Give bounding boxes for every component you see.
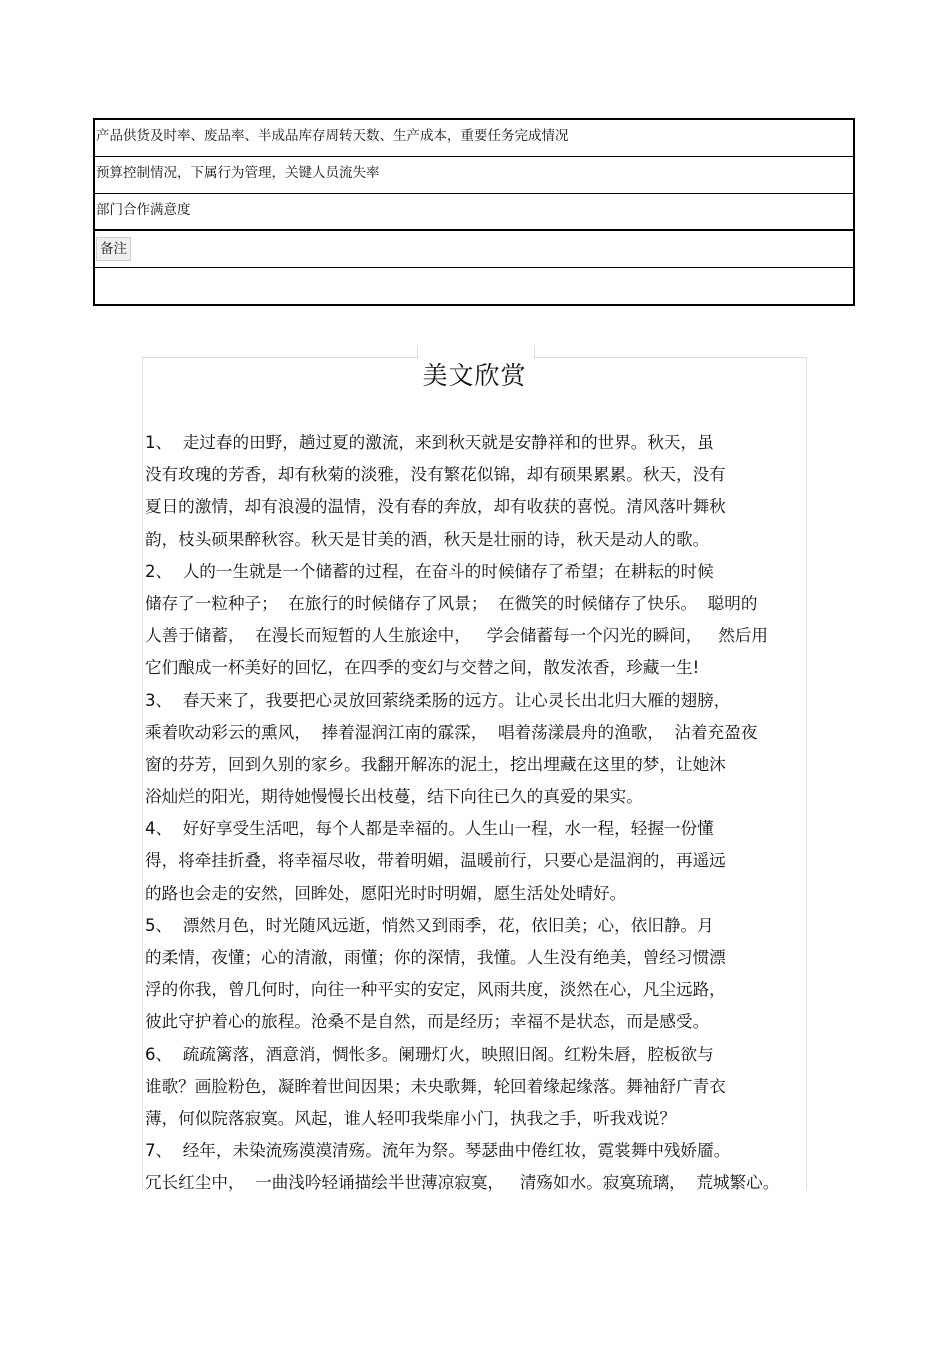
article-line: 窗的芬芳，回到久别的家乡。我翻开解冻的泥土，挖出埋藏在这里的梦，让她沐 [145,754,726,774]
article-line: 的柔情，夜懂；心的清澈，雨懂；你的深情，我懂。人生没有绝美，曾经习惯漂 [145,948,726,967]
article-line: 人善于储蓄， 在漫长而短暂的人生旅途中， 学会储蓄每一个闪光的瞬间， 然后用 [145,626,768,646]
article-body [145,427,807,1200]
article-line: 浮的你我，曾几何时，向往一种平实的安定，风雨共度，淡然在心，凡尘远路， [145,980,726,1000]
table-row-note-label [95,231,853,268]
table-row-cooperation: 部门合作满意度 [95,194,853,231]
article-line: 谁歌？画脸粉色，凝眸着世间因果；未央歌舞，轮回着缘起缘落。舞袖舒广青衣 [145,1076,726,1096]
article-line: 夏日的激情，却有浪漫的温情，没有春的奔放，却有收获的喜悦。清风落叶舞秋 [145,497,726,517]
article-line: 6、 疏疏篱落，酒意消，惆怅多。阑珊灯火，映照旧阁。红粉朱唇，腔板欲与 [145,1044,714,1064]
article-line: 彼此守护着心的旅程。沧桑不是自然，而是经历；幸福不是状态，而是感受。 [145,1012,710,1032]
note-label: 备注 [96,237,131,261]
article-line: 冗长红尘中， 一曲浅吟轻诵描绘半世薄凉寂寞， 清殇如水。寂寞琉璃， 荒城繁心。 [145,1173,780,1193]
article-line: 7、 经年，未染流殇漠漠清殇。流年为祭。琴瑟曲中倦红妆，霓裳舞中残娇靥。 [145,1141,731,1161]
table-row-note-value[interactable] [95,268,853,304]
article-line: 3、 春天来了，我要把心灵放回萦绕柔肠的远方。让心灵长出北归大雁的翅膀， [145,690,731,710]
article-line: 得，将牵挂折叠，将幸福尽收，带着明媚，温暖前行，只要心是温润的，再遥远 [145,851,726,871]
article-line: 韵，枝头硕果醉秋容。秋天是甘美的酒，秋天是壮丽的诗，秋天是动人的歌。 [145,529,710,549]
article-section [142,357,807,1193]
article-line: 5、 漂然月色，时光随风远逝，悄然又到雨季，花，依旧美；心，依旧静。月 [145,915,714,935]
title-frame [417,345,535,359]
article-line: 储存了一粒种子； 在旅行的时候储存了风景； 在微笑的时候储存了快乐。 聪明的 [145,593,758,613]
article-line: 2、 人的一生就是一个储蓄的过程，在奋斗的时候储存了希望；在耕耘的时候 [145,561,714,581]
article-line: 4、 好好享受生活吧，每个人都是幸福的。人生山一程，水一程，轻握一份懂 [145,819,714,839]
article-line: 薄，何似院落寂寞。风起，谁人轻叩我柴扉小门，执我之手，听我戏说？ [145,1108,676,1128]
article-line: 乘着吹动彩云的熏风， 捧着湿润江南的霡霂， 唱着荡漾晨舟的渔歌， 沾着充盈夜 [145,722,758,742]
article-line: 的路也会走的安然，回眸处，愿阳光时时明媚，愿生活处处晴好。 [145,883,627,903]
table-row-kpi: 产品供货及时率、废品率、半成品库存周转天数、生产成本，重要任务完成情况 [95,120,853,157]
table-row-budget: 预算控制情况，下属行为管理，关键人员流失率 [95,157,853,194]
article-line: 浴灿烂的阳光，期待她慢慢长出枝蔓，结下向往已久的真爱的果实。 [145,787,643,807]
article-line: 它们酿成一杯美好的回忆，在四季的变幻与交替之间，散发浓香，珍藏一生! [145,658,700,678]
evaluation-table [93,118,855,306]
article-line: 1、 走过春的田野，趟过夏的激流，来到秋天就是安静祥和的世界。秋天，虽 [145,433,714,452]
article-line: 没有玫瑰的芳香，却有秋菊的淡雅，没有繁花似锦，却有硕果累累。秋天，没有 [145,465,726,485]
article-title: 美文欣赏 [422,361,527,390]
